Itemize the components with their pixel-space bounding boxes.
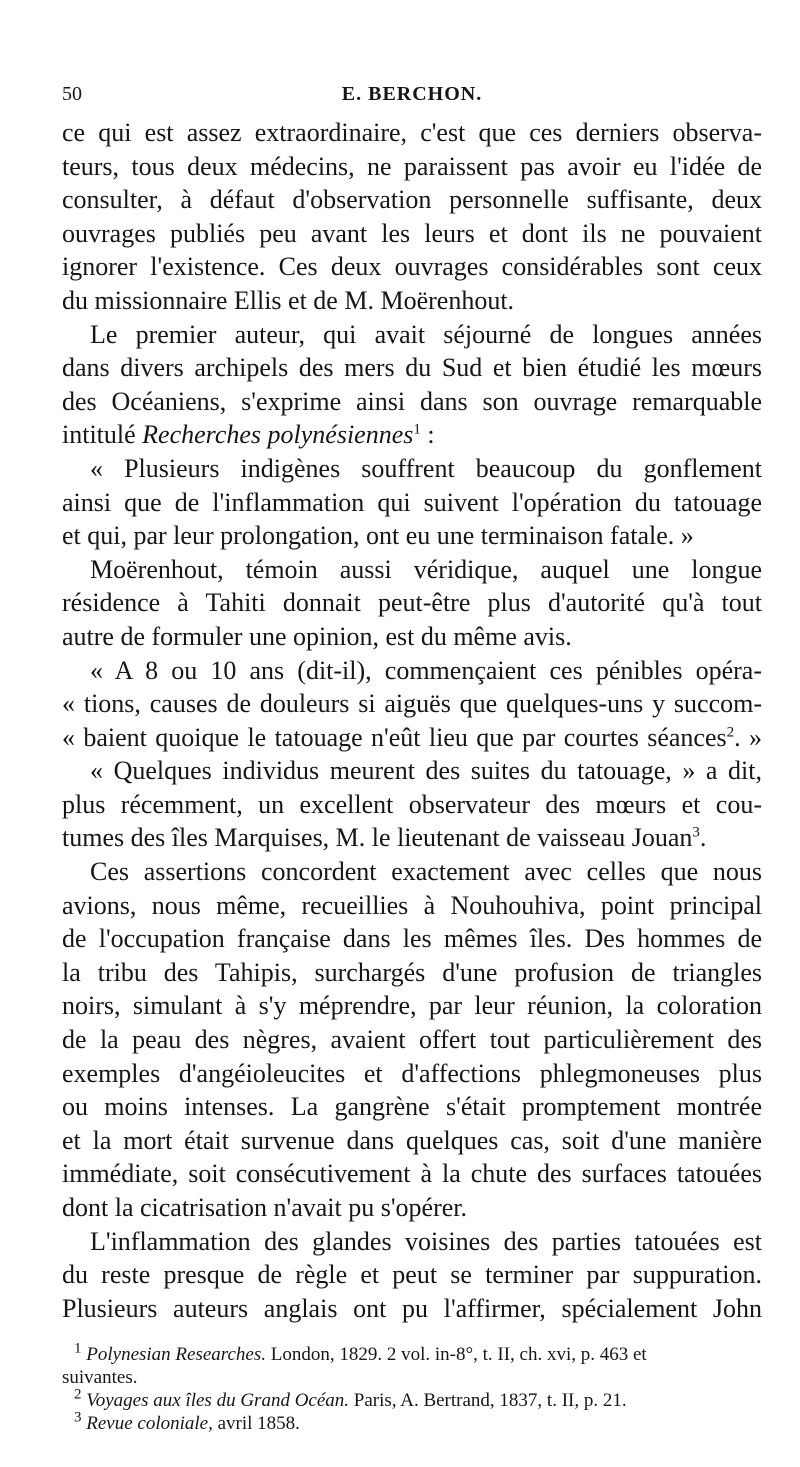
text-line-with-title [62,418,762,452]
page-number: 50 [62,83,82,105]
text-line: Le premier auteur, qui avait séjourné de longues années [90,319,762,349]
footnote-ref-3: 3 [692,824,700,841]
footnote-title: Revue coloniale, [86,1413,213,1435]
text-line: dans divers archipels des mers du Sud et bien étudié les mœurs [62,353,762,383]
text-line: plus récemment, un excellent observateur des mœurs et cou- [62,789,762,819]
paragraph-4 [62,754,762,855]
text-line: du reste presque de règle et peut se terminer par suppuration. [62,1260,762,1290]
text-line: ou moins intenses. La gangrène s'était promptement montrée [62,1092,762,1122]
text-line: immédiate, soit consécutivement à la chute des surfaces tatouées [62,1159,762,1189]
footnote-ref-2: 2 [726,724,735,741]
text-fragment: : [420,420,435,450]
text-line-with-ref [62,721,762,755]
text-line: la tribu des Tahipis, surchargés d'une profusion de triangles [62,957,762,987]
text-fragment: . » [734,722,762,752]
text-line: Ces assertions concordent exactement avec celles que nous [90,857,762,887]
text-fragment: intitulé [62,420,136,450]
running-title-author: E. BERCHON. [341,83,483,105]
footnote-1 [62,1343,762,1366]
paragraph-2 [62,318,762,452]
text-line: Plusieurs auteurs anglais ont pu l'affirmer, spécialement John [62,1293,762,1323]
footnote-ref-1: 1 [413,421,421,438]
text-line: et qui, par leur prolongation, ont eu une terminaison fatale. » [62,521,694,551]
text-line: exemples d'angéioleucites et d'affections phlegmoneuses plus [62,1058,762,1088]
footnote-1-continued: suivantes. [62,1367,138,1389]
paragraph-6 [62,1225,762,1326]
text-line: de la peau des nègres, avaient offert tout particulièrement des [62,1025,762,1055]
text-line: et la mort était survenue dans quelques cas, soit d'une manière [62,1125,762,1155]
footnote-mark: 1 [74,1341,82,1358]
document-page [62,76,762,1435]
text-line: ce qui est assez extraordinaire, c'est que ces derniers observa- [62,118,762,147]
text-line: Moërenhout, témoin aussi véridique, auquel une longue [90,554,762,584]
text-line: « Quelques individus meurent des suites du tatouage, » a dit, [90,756,762,786]
footnote-text: avril 1858. [212,1413,300,1435]
footnote-title: Voyages aux îles du Grand Océan. [86,1390,350,1412]
text-line: ignorer l'existence. Ces deux ouvrages considérables sont ceux [62,252,762,282]
footnote-text: London, 1829. 2 vol. in-8°, t. II, ch. xvi, p. 463 et [266,1344,647,1366]
text-line: autre de formuler une opinion, est du même avis. [62,621,572,651]
text-line: avions, nous même, recueillies à Nouhouhiva, point principal [62,890,762,920]
footnotes [62,1343,762,1435]
text-fragment: « baient quoique le tatouage n'eût lieu que par courtes séances [62,722,727,752]
paragraph-5 [62,855,762,1225]
italic-work-title: Recherches polynésiennes [142,420,414,450]
quote-moerenhout [62,654,762,755]
text-line: ouvrages publiés peu avant les leurs et dont ils ne pouvaient [62,218,762,248]
paragraph-1 [62,116,762,318]
text-line: teurs, tous deux médecins, ne paraissent pas avoir eu l'idée de [62,151,762,181]
footnote-mark: 2 [74,1387,82,1404]
text-line: de l'occupation française dans les mêmes îles. Des hommes de [62,924,762,954]
footnote-3 [62,1412,762,1435]
text-line: noirs, simulant à s'y méprendre, par leur réunion, la coloration [62,991,762,1021]
body-text [62,116,762,1325]
footnote-mark: 3 [74,1410,82,1427]
text-line-with-ref [62,821,762,855]
text-fragment: tumes des îles Marquises, M. le lieutenant de vaisseau Jouan [62,823,693,853]
footnote-2 [62,1389,762,1412]
text-line: « Plusieurs indigènes souffrent beaucoup du gonflement [90,453,762,483]
text-line: L'inflammation des glandes voisines des parties tatouées est [90,1226,762,1256]
text-line: résidence à Tahiti donnait peut-être plus d'autorité qu'à tout [62,588,762,618]
text-line: des Océaniens, s'exprime ainsi dans son ouvrage remarquable [62,386,762,416]
footnote-text: Paris, A. Bertrand, 1837, t. II, p. 21. [349,1390,627,1412]
text-line: « tions, causes de douleurs si aiguës que quelques-uns y succom- [62,689,762,719]
text-line: dont la cicatrisation n'avait pu s'opérer. [62,1193,468,1222]
text-fragment: . [699,823,707,853]
paragraph-3 [62,553,762,654]
text-line: « A 8 ou 10 ans (dit-il), commençaient ces pénibles opéra- [90,655,762,685]
text-line: ainsi que de l'inflammation qui suivent l'opération du tatouage [62,487,762,517]
running-header [62,76,762,112]
text-line: consulter, à défaut d'observation personnelle suffisante, deux [62,185,762,215]
quote-ellis [62,452,762,553]
text-line: du missionnaire Ellis et de M. Moërenhout. [62,285,515,315]
footnote-title: Polynesian Researches. [86,1344,266,1366]
